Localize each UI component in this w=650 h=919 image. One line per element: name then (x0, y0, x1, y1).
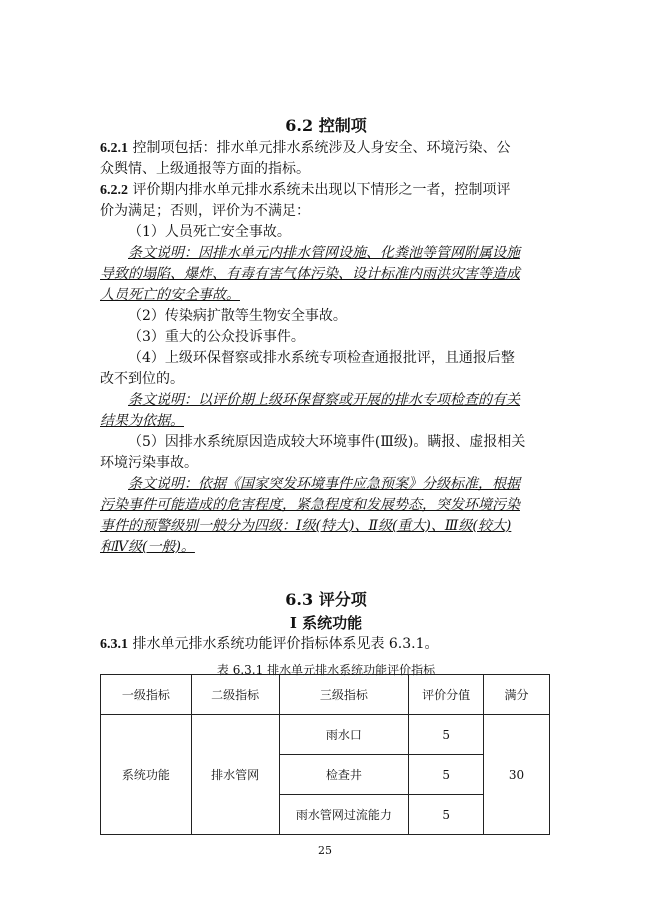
score-cell: 5 (409, 795, 484, 835)
note-1-line-1: 条文说明：因排水单元内排水管网设施、化粪池等管网附属设施 (128, 245, 520, 261)
subsection-title: I 系统功能 (289, 614, 363, 632)
clause-6-2-1 (100, 138, 552, 159)
header-cell: 满分 (484, 675, 550, 715)
item-4-cont: 改不到位的。 (100, 371, 184, 387)
clause-number: 6.3.1 (100, 637, 128, 652)
clause-number: 6.2.1 (100, 141, 128, 156)
page-number: 25 (318, 844, 332, 857)
header-cell: 一级指标 (101, 675, 192, 715)
note-3-line-3: 事件的预警级别一般分为四级：Ⅰ级(特大)、Ⅱ级(重大)、Ⅲ级(较大) (100, 518, 512, 534)
table-caption: 表 6.3.1 排水单元排水系统功能评价指标 (216, 663, 436, 677)
clause-6-2-2-cont: 价为满足；否则，评价为不满足： (100, 203, 310, 219)
clause-number: 6.2.2 (100, 183, 128, 198)
item-4: （4）上级环保督察或排水系统专项检查通报批评，且通报后整 (128, 350, 515, 366)
section-6-3-title: 6.3 评分项 (285, 590, 367, 609)
section-6-2-title: 6.2 控制项 (285, 116, 367, 135)
item-3: （3）重大的公众投诉事件。 (128, 329, 305, 345)
header-cell: 三级指标 (279, 675, 409, 715)
level3-cell: 雨水管网过流能力 (279, 795, 409, 835)
clause-text: 控制项包括：排水单元排水系统涉及人身安全、环境污染、公 (128, 140, 511, 156)
indicator-table (100, 674, 550, 835)
note-3-line-4: 和Ⅳ级(一般)。 (100, 539, 195, 555)
note-3-line-1: 条文说明：依据《国家突发环境事件应急预案》分级标准，根据 (128, 476, 520, 492)
level3-cell: 雨水口 (279, 715, 409, 755)
clause-text: 排水单元排水系统功能评价指标体系见表 6.3.1。 (128, 636, 439, 652)
note-1-line-3: 人员死亡的安全事故。 (100, 287, 240, 303)
header-cell: 评价分值 (409, 675, 484, 715)
full-score-cell: 30 (484, 715, 550, 835)
table-row (101, 715, 550, 755)
clause-6-3-1 (100, 634, 552, 655)
note-1-line-2: 导致的塌陷、爆炸、有毒有害气体污染、设计标准内雨洪灾害等造成 (100, 266, 520, 282)
item-1: （1）人员死亡安全事故。 (128, 224, 291, 240)
note-2-line-1: 条文说明：以评价期上级环保督察或开展的排水专项检查的有关 (128, 392, 520, 408)
item-2: （2）传染病扩散等生物安全事故。 (128, 308, 347, 324)
note-2-line-2: 结果为依据。 (100, 413, 184, 429)
note-3-line-2: 污染事件可能造成的危害程度，紧急程度和发展势态，突发环境污染 (100, 497, 520, 513)
table-header-row (101, 675, 550, 715)
score-cell: 5 (409, 755, 484, 795)
clause-6-2-1-cont: 众舆情、上级通报等方面的指标。 (100, 161, 310, 177)
item-5: （5）因排水系统原因造成较大环境事件(Ⅲ级)。瞒报、虚报相关 (128, 434, 526, 450)
level1-cell: 系统功能 (101, 715, 192, 835)
item-5-cont: 环境污染事故。 (100, 455, 198, 471)
clause-text: 评价期内排水单元排水系统未出现以下情形之一者，控制项评 (128, 182, 511, 198)
level3-cell: 检查井 (279, 755, 409, 795)
score-cell: 5 (409, 715, 484, 755)
header-cell: 二级指标 (191, 675, 279, 715)
clause-6-2-2 (100, 180, 552, 201)
level2-cell: 排水管网 (191, 715, 279, 835)
page-body (100, 0, 552, 685)
